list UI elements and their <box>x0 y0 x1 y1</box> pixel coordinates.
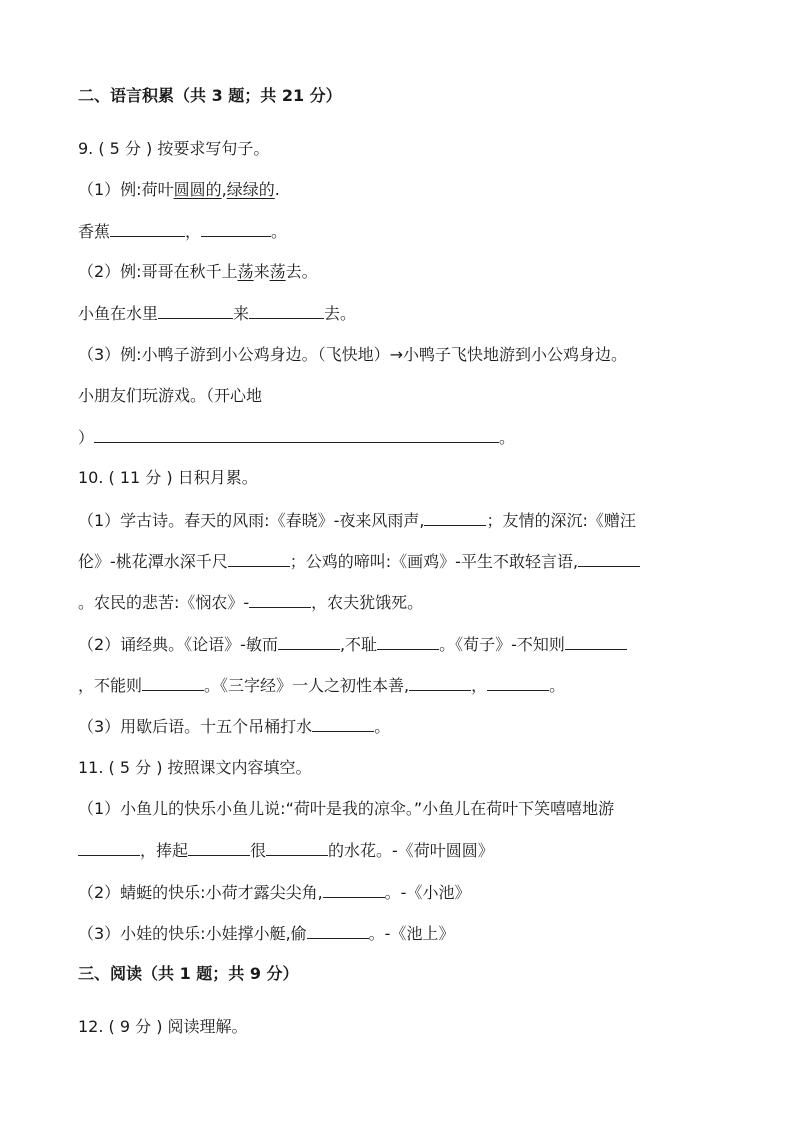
text: （3）用歇后语。十五个吊桶打水 <box>78 717 313 736</box>
answer-blank[interactable] <box>377 634 439 650</box>
answer-blank[interactable] <box>158 303 233 319</box>
answer-blank[interactable] <box>278 634 340 650</box>
text: 去。 <box>285 262 318 281</box>
text: 伦》-桃花潭水深千尺 <box>78 552 228 571</box>
text: 小鱼在水里 <box>78 304 159 323</box>
text: 来 <box>233 304 250 323</box>
underlined-word: 圆圆的 <box>173 180 222 199</box>
q10-part1-line1 <box>78 510 636 531</box>
text: 的水花。-《荷叶圆圆》 <box>328 841 494 860</box>
q9-part3-answer-line2 <box>78 427 515 448</box>
q9-part3-example: （3）例:小鸭子游到小公鸡身边。（飞快地）→小鸭子飞快地游到小公鸡身边。 <box>78 345 627 364</box>
text: ；公鸡的啼叫:《画鸡》-平生不敢轻言语, <box>289 552 579 571</box>
answer-blank[interactable] <box>188 840 250 856</box>
text: 来 <box>253 262 270 281</box>
text: 。《荀子》-不知则 <box>439 635 565 654</box>
text: ,不耻 <box>339 635 378 654</box>
q11-part1-line2 <box>78 840 494 861</box>
text: （2）诵经典。《论语》-敏而 <box>78 635 278 654</box>
answer-blank[interactable] <box>307 923 369 939</box>
underlined-word: 绿绿的 <box>226 180 275 199</box>
q11-part3 <box>78 923 454 944</box>
section-heading-language: 二、语言积累（共 3 题；共 21 分） <box>78 86 342 105</box>
q10-part1-line3 <box>78 592 423 613</box>
text: 。 <box>499 428 516 447</box>
answer-blank[interactable] <box>323 882 385 898</box>
answer-blank[interactable] <box>424 510 486 526</box>
question-10-title: 10. ( 11 分 ) 日积月累。 <box>78 468 258 487</box>
text: 去。 <box>324 304 357 323</box>
text: （2）蜻蜓的快乐:小荷才露尖尖角, <box>78 883 323 902</box>
answer-blank[interactable] <box>142 675 204 691</box>
q9-part1-answer <box>78 221 287 242</box>
text: 。 <box>374 717 391 736</box>
q10-part1-line2 <box>78 551 640 572</box>
text: ） <box>78 428 95 447</box>
text: ， <box>185 222 202 241</box>
text: （3）小娃的快乐:小娃撑小艇,偷 <box>78 924 307 943</box>
q9-part2-answer <box>78 303 356 324</box>
answer-blank[interactable] <box>249 303 324 319</box>
text: . <box>274 180 280 199</box>
answer-blank[interactable] <box>249 592 311 608</box>
text: ， <box>471 676 488 695</box>
text: , <box>221 180 227 199</box>
answer-blank[interactable] <box>78 840 140 856</box>
answer-blank[interactable] <box>94 427 499 443</box>
text: （1）学古诗。春天的风雨:《春晓》-夜来风雨声, <box>78 511 425 530</box>
answer-blank[interactable] <box>312 716 374 732</box>
answer-blank[interactable] <box>565 634 627 650</box>
text: 。 <box>549 676 566 695</box>
q11-part2 <box>78 882 470 903</box>
q11-part1-line1: （1）小鱼儿的快乐小鱼儿说:“荷叶是我的凉伞。”小鱼儿在荷叶下笑嘻嘻地游 <box>78 799 615 818</box>
q9-part1-example <box>78 180 280 200</box>
text: 香蕉 <box>78 222 111 241</box>
question-12-title: 12. ( 9 分 ) 阅读理解。 <box>78 1017 248 1036</box>
text: ；友情的深沉:《赠汪 <box>486 511 636 530</box>
q9-part3-answer-line1: 小朋友们玩游戏。（开心地 <box>78 386 263 405</box>
answer-blank[interactable] <box>266 840 328 856</box>
text: （1）例:荷叶 <box>78 180 174 199</box>
q9-part2-example <box>78 262 318 282</box>
answer-blank[interactable] <box>228 551 290 567</box>
text: 。 <box>271 222 288 241</box>
answer-blank[interactable] <box>110 221 185 237</box>
text: ，农夫犹饿死。 <box>311 593 424 612</box>
section-heading-reading: 三、阅读（共 1 题；共 9 分） <box>78 964 299 983</box>
answer-blank[interactable] <box>578 551 640 567</box>
text: 很 <box>250 841 267 860</box>
question-9-title: 9. ( 5 分 ) 按要求写句子。 <box>78 139 270 158</box>
answer-blank[interactable] <box>201 221 271 237</box>
answer-blank[interactable] <box>409 675 471 691</box>
text: 。《三字经》一人之初性本善, <box>204 676 410 695</box>
text: ，捧起 <box>140 841 189 860</box>
underlined-word: 荡 <box>237 262 254 281</box>
answer-blank[interactable] <box>487 675 549 691</box>
text: （2）例:哥哥在秋千上 <box>78 262 238 281</box>
q10-part2-line1 <box>78 634 627 655</box>
q10-part2-line2 <box>78 675 565 696</box>
text: ，不能则 <box>78 676 143 695</box>
underlined-word: 荡 <box>269 262 286 281</box>
text: 。-《池上》 <box>368 924 455 943</box>
text: 。-《小池》 <box>384 883 471 902</box>
text: 。农民的悲苦:《悯农》- <box>78 593 250 612</box>
question-11-title: 11. ( 5 分 ) 按照课文内容填空。 <box>78 758 312 777</box>
q10-part3 <box>78 716 390 737</box>
